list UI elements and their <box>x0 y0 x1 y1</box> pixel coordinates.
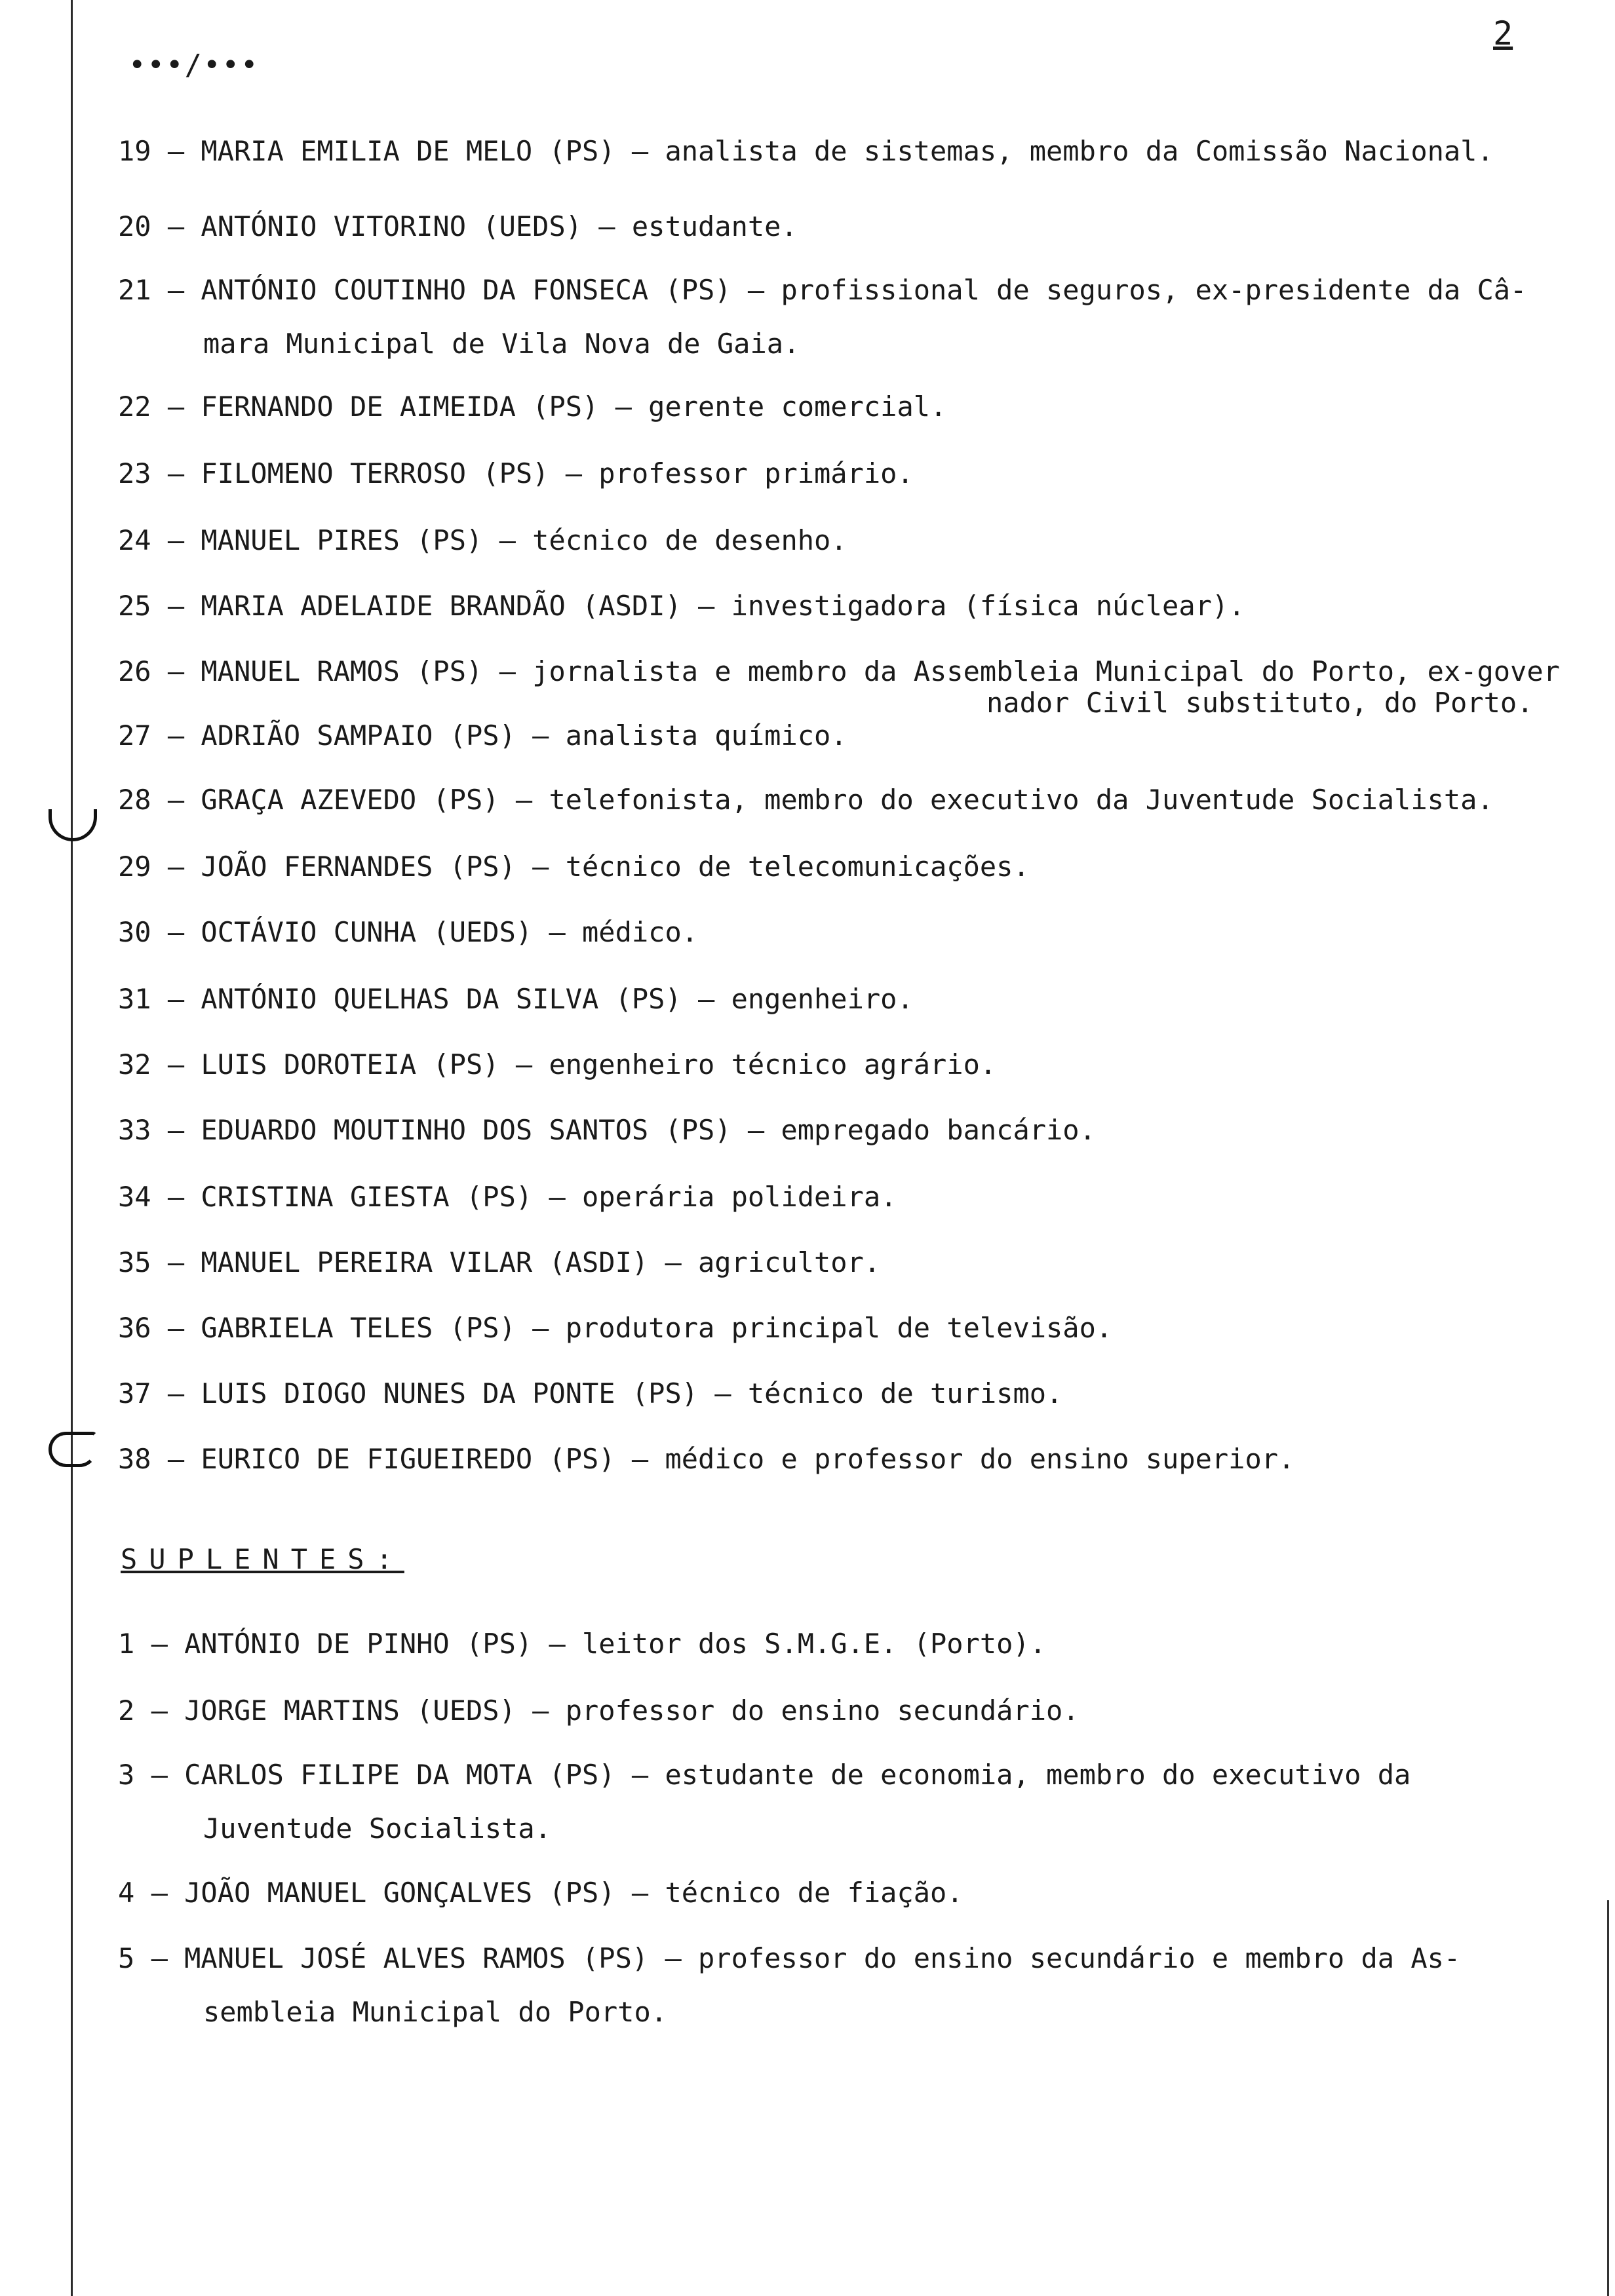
list-item: 37 – LUIS DIOGO NUNES DA PONTE (PS) – técnico de turismo. <box>118 1377 1063 1409</box>
punch-hole-mark-top <box>49 809 97 841</box>
continuation-mark: •••/••• <box>128 48 260 82</box>
list-item: 24 – MANUEL PIRES (PS) – técnico de desenho. <box>118 524 847 556</box>
list-item: 20 – ANTÓNIO VITORINO (UEDS) – estudante. <box>118 210 798 242</box>
left-margin-line <box>71 0 73 2296</box>
list-item: 34 – CRISTINA GIESTA (PS) – operária polideira. <box>118 1181 897 1213</box>
list-item: 26 – MANUEL RAMOS (PS) – jornalista e membro da Assembleia Municipal do Porto, ex-gover <box>118 655 1560 687</box>
list-item: 4 – JOÃO MANUEL GONÇALVES (PS) – técnico de fiação. <box>118 1877 963 1909</box>
right-page-edge <box>1607 1900 1609 2296</box>
suplentes-heading: SUPLENTES: <box>121 1543 404 1575</box>
list-item: 5 – MANUEL JOSÉ ALVES RAMOS (PS) – professor do ensino secundário e membro da As- sembleia Municipal do Porto. <box>118 1942 1461 2028</box>
list-item: 38 – EURICO DE FIGUEIREDO (PS) – médico e professor do ensino superior. <box>118 1443 1295 1475</box>
list-item: 22 – FERNANDO DE AIMEIDA (PS) – gerente comercial. <box>118 391 947 423</box>
list-item: 2 – JORGE MARTINS (UEDS) – professor do ensino secundário. <box>118 1694 1080 1727</box>
list-item-continuation: nador Civil substituto, do Porto. <box>986 687 1534 719</box>
page-number: 2 <box>1493 14 1513 52</box>
list-item: 1 – ANTÓNIO DE PINHO (PS) – leitor dos S.M.G.E. (Porto). <box>118 1628 1047 1660</box>
list-item: 33 – EDUARDO MOUTINHO DOS SANTOS (PS) – empregado bancário. <box>118 1114 1096 1146</box>
list-item: 35 – MANUEL PEREIRA VILAR (ASDI) – agricultor. <box>118 1246 881 1278</box>
list-item: 32 – LUIS DOROTEIA (PS) – engenheiro técnico agrário. <box>118 1048 997 1081</box>
list-item: 21 – ANTÓNIO COUTINHO DA FONSECA (PS) – profissional de seguros, ex-presidente da Câ- mara Municipal de Vila Nova de Gaia. <box>118 274 1527 360</box>
list-item: 31 – ANTÓNIO QUELHAS DA SILVA (PS) – engenheiro. <box>118 983 914 1015</box>
punch-hole-mark-bottom <box>49 1432 97 1467</box>
list-item: 28 – GRAÇA AZEVEDO (PS) – telefonista, membro do executivo da Juventude Socialista. <box>118 784 1494 816</box>
list-item: 19 – MARIA EMILIA DE MELO (PS) – analista de sistemas, membro da Comissão Nacional. <box>118 135 1494 167</box>
list-item: 29 – JOÃO FERNANDES (PS) – técnico de telecomunicações. <box>118 851 1030 883</box>
list-item: 3 – CARLOS FILIPE DA MOTA (PS) – estudante de economia, membro do executivo da Juventude Socialista. <box>118 1759 1411 1845</box>
list-item: 30 – OCTÁVIO CUNHA (UEDS) – médico. <box>118 916 699 948</box>
list-item: 25 – MARIA ADELAIDE BRANDÃO (ASDI) – investigadora (física núclear). <box>118 590 1245 622</box>
list-item: 36 – GABRIELA TELES (PS) – produtora principal de televisão. <box>118 1312 1113 1344</box>
list-item: 23 – FILOMENO TERROSO (PS) – professor primário. <box>118 457 914 489</box>
list-item: 27 – ADRIÃO SAMPAIO (PS) – analista químico. <box>118 719 847 752</box>
